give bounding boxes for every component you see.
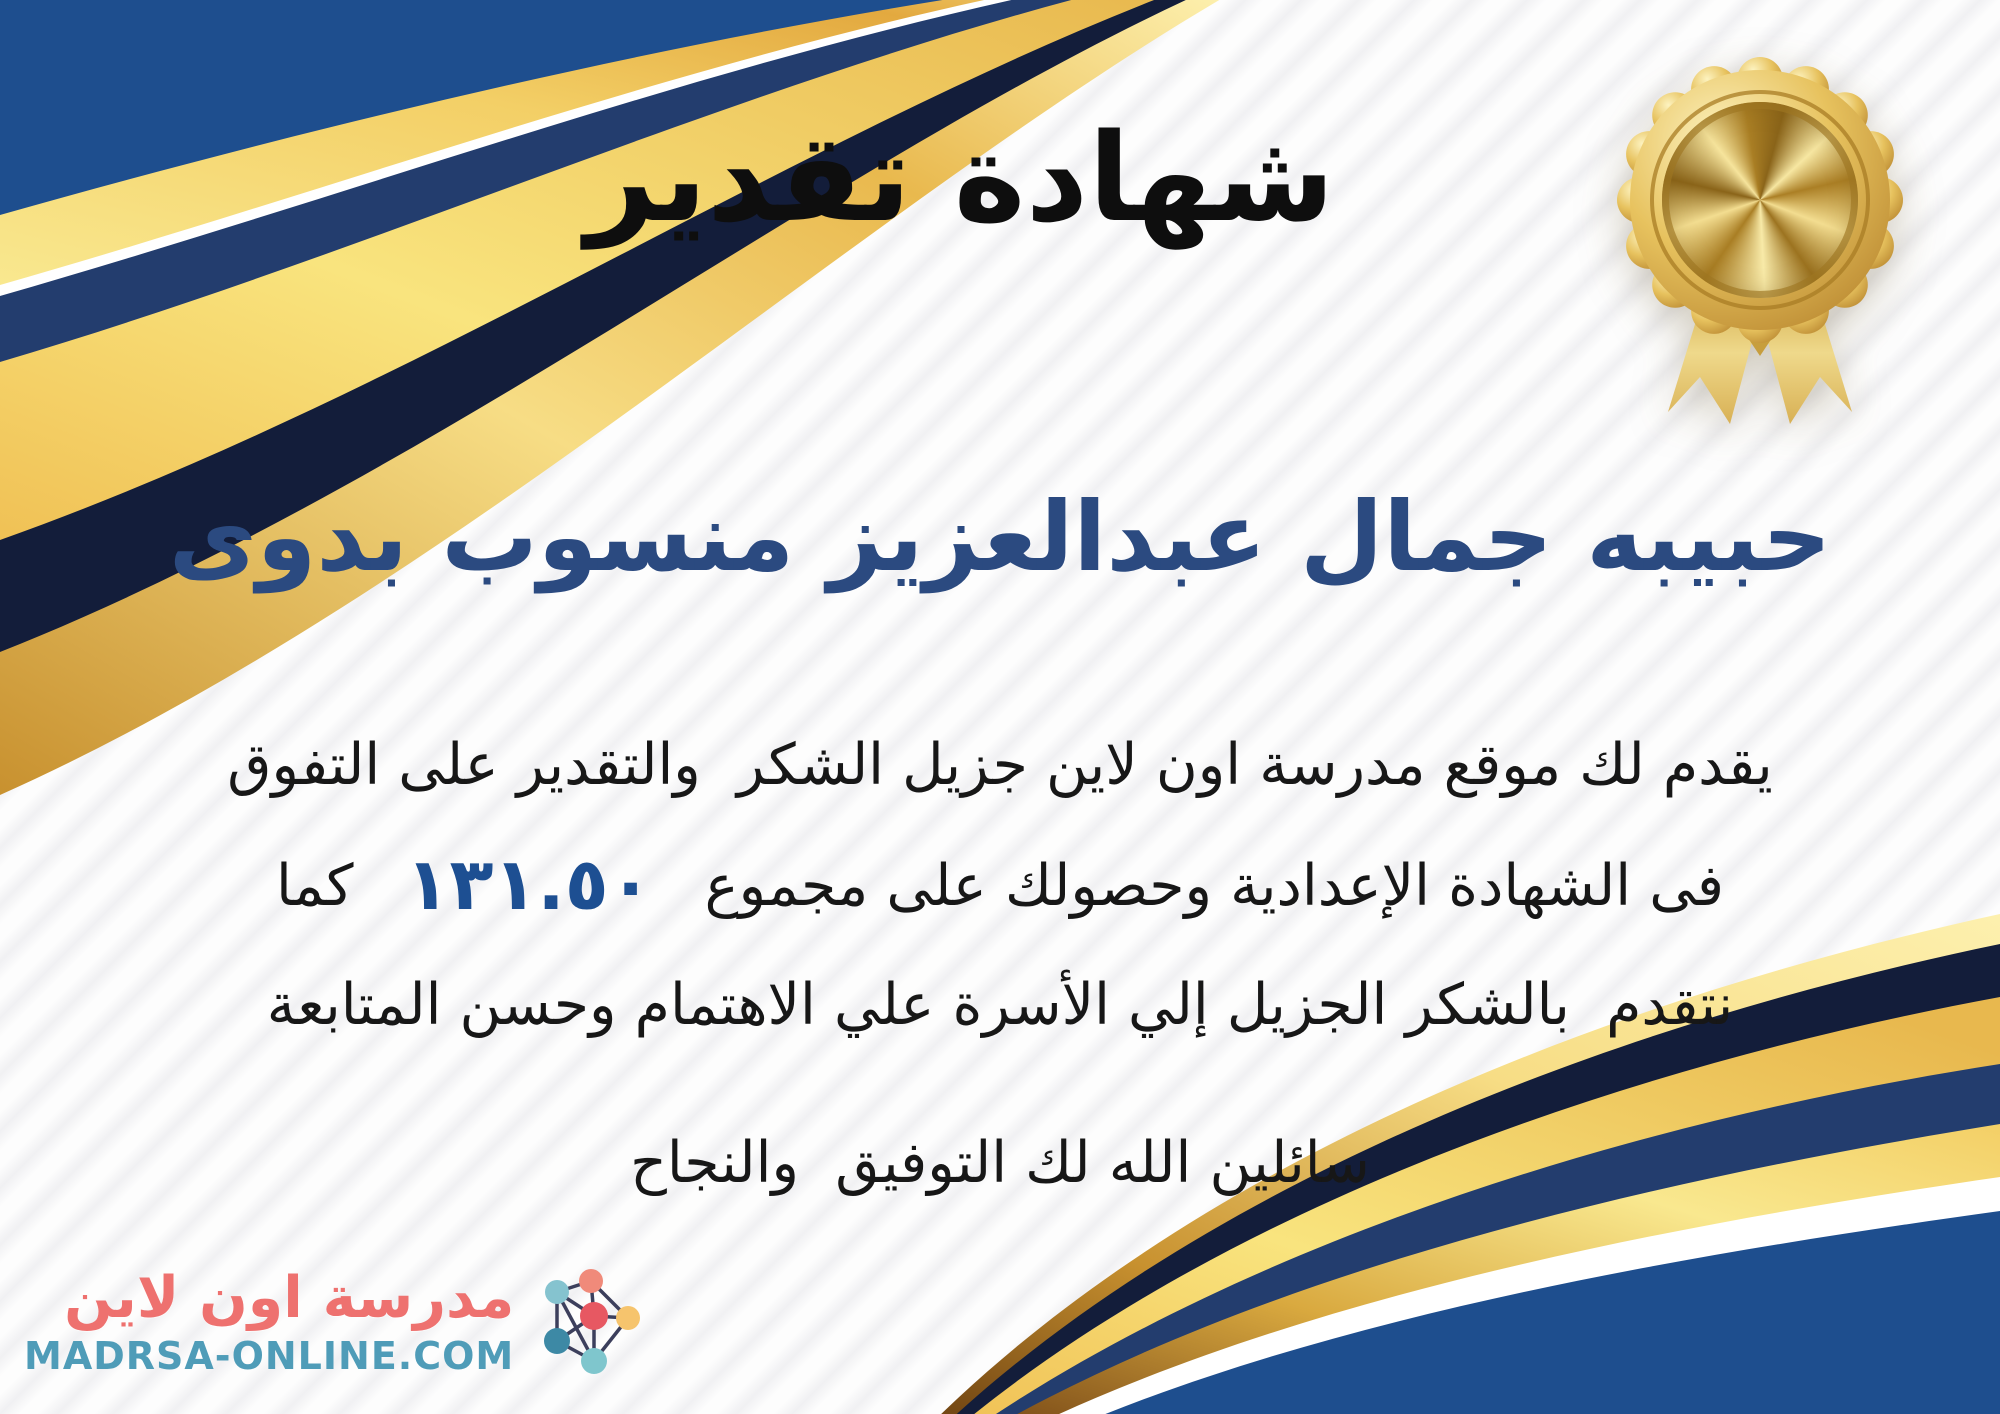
body-line-1: يقدم لك موقع مدرسة اون لاين جزيل الشكر والتقدير على التفوق [227, 732, 1773, 798]
closing-line: سائلين الله لك التوفيق والنجاح [630, 1130, 1370, 1196]
body-line-2-before: فى الشهادة الإعدادية وحصولك على مجموع [704, 853, 1724, 920]
site-logo [24, 1256, 646, 1390]
recipient-name: حبيبه جمال عبدالعزيز منسوب بدوى [168, 481, 1832, 593]
certificate-title: شهادة تقدير [585, 107, 1335, 249]
certificate-body [30, 712, 1970, 1058]
network-graph-icon [524, 1256, 646, 1390]
logo-text [24, 1266, 514, 1379]
logo-domain: MADRSA-ONLINE.COM [24, 1333, 515, 1378]
body-line-2-after: كما [276, 853, 354, 920]
body-line-2 [30, 818, 1970, 952]
body-line-3: نتقدم بالشكر الجزيل إلي الأسرة علي الاهتمام وحسن المتابعة [266, 971, 1734, 1038]
score-value: ١٣١.٥٠ [405, 842, 653, 927]
logo-arabic-name: مدرسة اون لاين [64, 1265, 515, 1332]
